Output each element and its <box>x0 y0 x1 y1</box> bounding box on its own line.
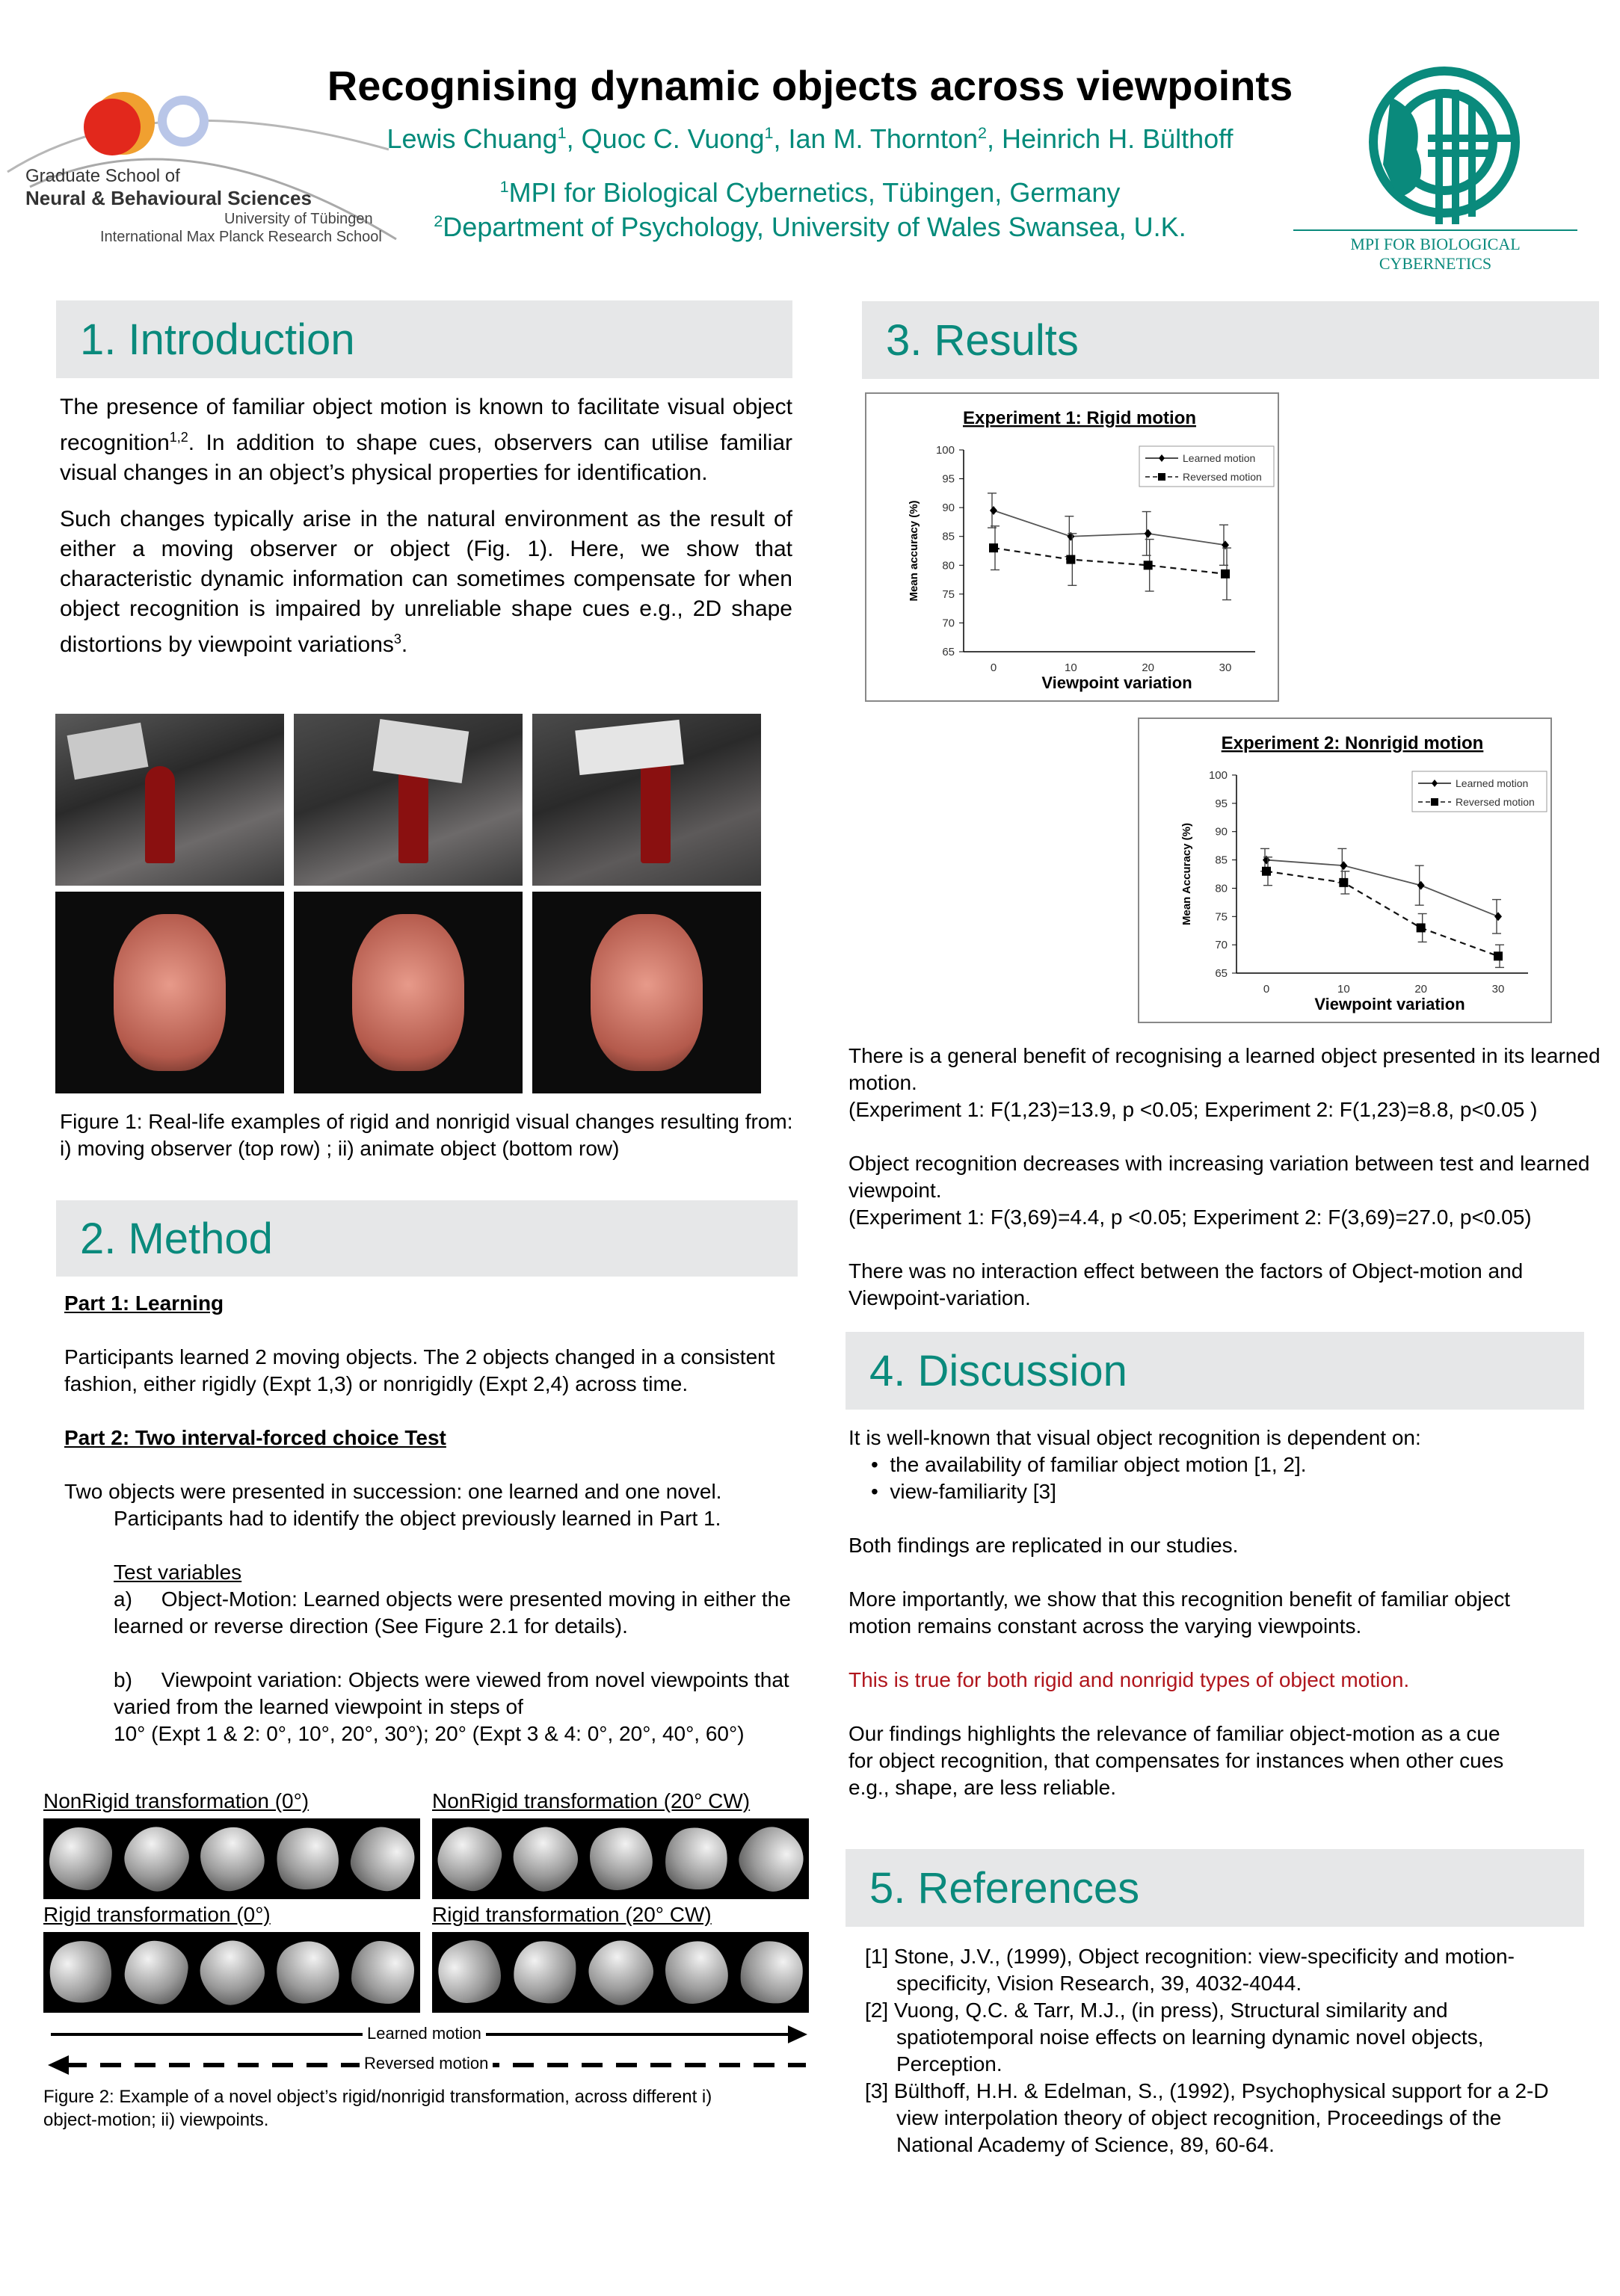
y-tick-label: 90 <box>1215 825 1228 839</box>
x-axis-label: Viewpoint variation <box>1041 673 1192 692</box>
discussion-highlight: This is true for both rigid and nonrigid types of object motion. <box>849 1668 1410 1691</box>
strip-rigid0 <box>43 1932 420 2013</box>
object-frame <box>188 1815 276 1903</box>
result-3: There was no interaction effect between the factors of Object-motion and Viewpoint-variation. <box>849 1259 1524 1309</box>
fig2-label-nonrigid0: NonRigid transformation (0°) <box>43 1789 309 1812</box>
data-point <box>1262 867 1271 876</box>
object-frame <box>434 1822 506 1895</box>
x-tick-label: 30 <box>1219 661 1232 674</box>
object-frame <box>264 1930 350 2016</box>
y-tick-label: 90 <box>942 502 955 515</box>
data-point <box>1221 570 1230 578</box>
mpi-logo-text: MPI FOR BIOLOGICAL CYBERNETICS <box>1350 235 1521 273</box>
legend-label: Learned motion <box>1456 777 1529 789</box>
y-tick-label: 85 <box>942 530 955 543</box>
photo-face-1 <box>55 892 284 1093</box>
data-point <box>1494 912 1502 921</box>
y-axis-label: Mean accuracy (%) <box>908 500 920 602</box>
object-frame <box>426 1929 514 2016</box>
y-tick-label: 100 <box>1208 769 1228 782</box>
arrow-left-icon <box>48 2055 69 2075</box>
y-tick-label: 65 <box>1215 967 1228 980</box>
chart-title: Experiment 2: Nonrigid motion <box>1221 733 1484 753</box>
discussion-paragraph-3: More importantly, we show that this recognition benefit of familiar object motion remains constant across the varying viewpoints. <box>849 1587 1511 1638</box>
right-logo <box>1286 45 1585 273</box>
variable-a: a) Object-Motion: Learned objects were presented moving in either the learned or reverse direction (See Figure 2.1 for details). <box>114 1587 797 1638</box>
learned-motion-label: Learned motion <box>363 2024 486 2043</box>
variable-b-steps: 10° (Expt 1 & 2: 0°, 10°, 20°, 30°); 20° (Expt 3 & 4: 0°, 20°, 40°, 60°) <box>114 1722 745 1745</box>
y-tick-label: 80 <box>942 559 955 573</box>
part2-text: Two objects were presented in succession: one learned and one novel. <box>64 1480 722 1503</box>
data-point <box>1340 861 1347 870</box>
discussion-heading: 4. Discussion <box>846 1332 1584 1410</box>
logo-line2: Neural & Behavioural Sciences <box>25 187 312 209</box>
object-frame <box>576 1815 664 1903</box>
object-frame <box>116 1818 197 1899</box>
object-frame <box>351 1941 414 2004</box>
object-frame <box>41 1932 122 2013</box>
part1-text: Participants learned 2 moving objects. The 2 objects changed in a consistent fashion, either rigidly (Expt 1,3) or nonrigidly (Expt 2,4) across time. <box>64 1345 775 1395</box>
figure2-caption: Figure 2: Example of a novel object’s rigid/nonrigid transformation, across different i) object-motion; ii) viewpoints. <box>43 2087 712 2130</box>
object-frame <box>346 1822 419 1895</box>
data-point <box>1145 529 1152 538</box>
object-frame <box>49 1827 112 1890</box>
chart-exp1 <box>865 392 1279 702</box>
reference-item: [2] Vuong, Q.C. & Tarr, M.J., (in press), Structural similarity and spatiotemporal noise effects on learning dynamic novel objects, Perception. <box>865 1999 1484 2076</box>
affiliation-2: $^2$Department of Psychology, University of Wales Swansea, U.K. <box>434 212 1186 242</box>
affiliation-1: $^1$MPI for Biological Cybernetics, Tübingen, Germany <box>499 177 1121 208</box>
strip-nonrigid0 <box>43 1818 420 1899</box>
y-tick-label: 65 <box>942 646 955 658</box>
strip-nonrigid20 <box>432 1818 809 1899</box>
part1-title: Part 1: Learning <box>64 1292 224 1315</box>
arrow-right-icon <box>788 2025 807 2043</box>
data-point <box>1066 555 1075 564</box>
y-axis-label: Mean Accuracy (%) <box>1180 823 1193 925</box>
fig2-label-rigid20: Rigid transformation (20° CW) <box>432 1903 712 1926</box>
photo-face-2 <box>294 892 523 1093</box>
test-variables-title: Test variables <box>114 1561 242 1584</box>
strip-rigid20 <box>432 1932 809 2013</box>
references-list <box>865 1943 1575 2158</box>
data-point <box>1339 878 1348 887</box>
photo-observer-1 <box>55 714 284 886</box>
poster-title: Recognising dynamic objects across viewpoints <box>327 62 1293 109</box>
discussion-bullet-text: view-familiarity [3] <box>890 1480 1056 1503</box>
series-line <box>994 548 1225 574</box>
legend-marker <box>1158 473 1165 481</box>
chart-exp2 <box>1138 718 1552 1023</box>
object-frame <box>511 1938 579 2006</box>
intro-heading: 1. Introduction <box>56 300 792 378</box>
chart-exp2-svg <box>1139 719 1550 1022</box>
y-tick-label: 95 <box>1215 797 1228 810</box>
reference-item: [1] Stone, J.V., (1999), Object recognition: view-specificity and motion-specificity, Vision Research, 39, 4032-4044. <box>865 1945 1515 1995</box>
discussion-paragraph-2: Both findings are replicated in our studies. <box>849 1534 1239 1557</box>
mpi-logo-icon <box>1286 45 1585 232</box>
reference-item: [3] Bülthoff, H.H. & Edelman, S., (1992), Psychophysical support for a 2-D view interpolation theory of object recognition, Proceedings of the National Academy of Science, 89, 60-64. <box>865 2079 1549 2156</box>
method-text <box>64 1290 834 1747</box>
method-heading: 2. Method <box>56 1200 798 1277</box>
x-tick-label: 10 <box>1064 661 1077 674</box>
object-frame <box>731 1818 812 1899</box>
data-point <box>990 506 997 515</box>
result-1-stats: (Experiment 1: F(1,23)=13.9, p <0.05; Experiment 2: F(1,23)=8.8, p<0.05 ) <box>849 1098 1538 1121</box>
x-tick-label: 30 <box>1491 983 1505 996</box>
legend-label: Reversed motion <box>1183 471 1262 483</box>
discussion-paragraph-5: Our findings highlights the relevance of familiar object-motion as a cue for object recognition, that compensates for instances when other cues e.g., shape, are less reliable. <box>849 1722 1504 1799</box>
photo-observer-2 <box>294 714 523 886</box>
reversed-motion-label: Reversed motion <box>360 2054 493 2073</box>
object-frame <box>123 1938 191 2006</box>
discussion-text <box>849 1425 1596 1801</box>
photo-observer-3 <box>532 714 761 886</box>
object-frame <box>502 1816 588 1902</box>
x-tick-label: 20 <box>1142 661 1155 674</box>
part2-indent: Participants had to identify the object previously learned in Part 1. <box>114 1507 721 1530</box>
y-tick-label: 75 <box>1215 910 1228 924</box>
x-tick-label: 0 <box>1263 983 1270 996</box>
poster-authors: Lewis Chuang$^1$, Quoc C. Vuong$^1$, Ian M. Thornton$^2$, Heinrich H. Bülthoff <box>386 123 1234 154</box>
variable-b: b) Viewpoint variation: Objects were viewed from novel viewpoints that varied from the learned viewpoint in steps of <box>114 1668 795 1718</box>
data-point <box>1144 561 1153 570</box>
fig2-label-nonrigid20: NonRigid transformation (20° CW) <box>432 1789 751 1812</box>
object-frame <box>652 1929 739 2016</box>
y-tick-label: 100 <box>935 444 955 457</box>
x-tick-label: 20 <box>1414 983 1428 996</box>
result-2-stats: (Experiment 1: F(3,69)=4.4, p <0.05; Experiment 2: F(3,69)=27.0, p<0.05) <box>849 1206 1532 1229</box>
discussion-bullet-text: the availability of familiar object motion [1, 2]. <box>890 1453 1307 1476</box>
logo-line3: University of Tübingen <box>224 211 373 227</box>
x-tick-label: 10 <box>1337 983 1350 996</box>
discussion-bullet: • the availability of familiar object motion [1, 2]. <box>871 1453 1307 1476</box>
figure1-photos <box>55 714 761 1093</box>
data-point <box>1417 923 1426 932</box>
y-tick-label: 75 <box>942 587 955 601</box>
results-heading: 3. Results <box>862 301 1599 379</box>
photo-face-3 <box>532 892 761 1093</box>
object-frame <box>267 1818 348 1899</box>
results-text <box>849 1043 1604 1312</box>
object-frame <box>189 1930 275 2016</box>
data-point <box>989 543 998 552</box>
part2-title: Part 2: Two interval-forced choice Test <box>64 1426 446 1449</box>
x-tick-label: 0 <box>990 661 997 674</box>
legend-label: Reversed motion <box>1456 796 1535 808</box>
references-heading: 5. References <box>846 1849 1584 1927</box>
series-line <box>1266 871 1498 957</box>
intro-paragraph-2: Such changes typically arise in the natural environment as the result of either a moving observer or object (Fig. 1). Here, we show that characteristic dynamic information can sometimes compensate for when object recognition is impaired by unreliable shape cues e.g., 2D shape distortions by viewpoint variations$^3$. <box>60 507 792 657</box>
result-1: There is a general benefit of recognising a learned object presented in its learned motion. <box>849 1044 1601 1094</box>
legend-label: Learned motion <box>1183 452 1256 464</box>
figure1-caption: Figure 1: Real-life examples of rigid and nonrigid visual changes resulting from: i) moving observer (top row) ; ii) animate object (bottom row) <box>60 1110 793 1160</box>
fig2-label-rigid0: Rigid transformation (0°) <box>43 1903 271 1926</box>
legend-marker <box>1431 798 1438 806</box>
result-2: Object recognition decreases with increasing variation between test and learned viewpoint. <box>849 1152 1590 1202</box>
y-tick-label: 85 <box>1215 854 1228 867</box>
logo-line1: Graduate School of <box>25 166 180 186</box>
y-tick-label: 80 <box>1215 882 1228 895</box>
chart-exp1-svg <box>866 394 1278 700</box>
x-axis-label: Viewpoint variation <box>1314 995 1465 1013</box>
discussion-bullet: • view-familiarity [3] <box>871 1480 1056 1503</box>
intro-paragraph-1: The presence of familiar object motion is known to facilitate visual object recognition$^{1,2}$. In addition to shape cues, observers can utilise familiar visual changes in an object’s physical properties for identification. <box>60 395 792 485</box>
series-line <box>1266 860 1498 917</box>
chart-title: Experiment 1: Rigid motion <box>962 408 1197 428</box>
y-tick-label: 95 <box>942 472 955 486</box>
data-point <box>1417 881 1425 890</box>
object-frame <box>579 1931 662 2014</box>
y-tick-label: 70 <box>1215 939 1228 952</box>
data-point <box>1494 951 1503 960</box>
object-frame <box>737 1938 805 2006</box>
y-tick-label: 70 <box>942 617 955 630</box>
logo-line4: International Max Planck Research School <box>100 229 382 245</box>
discussion-intro: It is well-known that visual object recognition is dependent on: <box>849 1426 1421 1449</box>
object-frame <box>659 1822 732 1895</box>
intro-text <box>60 392 792 676</box>
series-line <box>994 510 1225 545</box>
